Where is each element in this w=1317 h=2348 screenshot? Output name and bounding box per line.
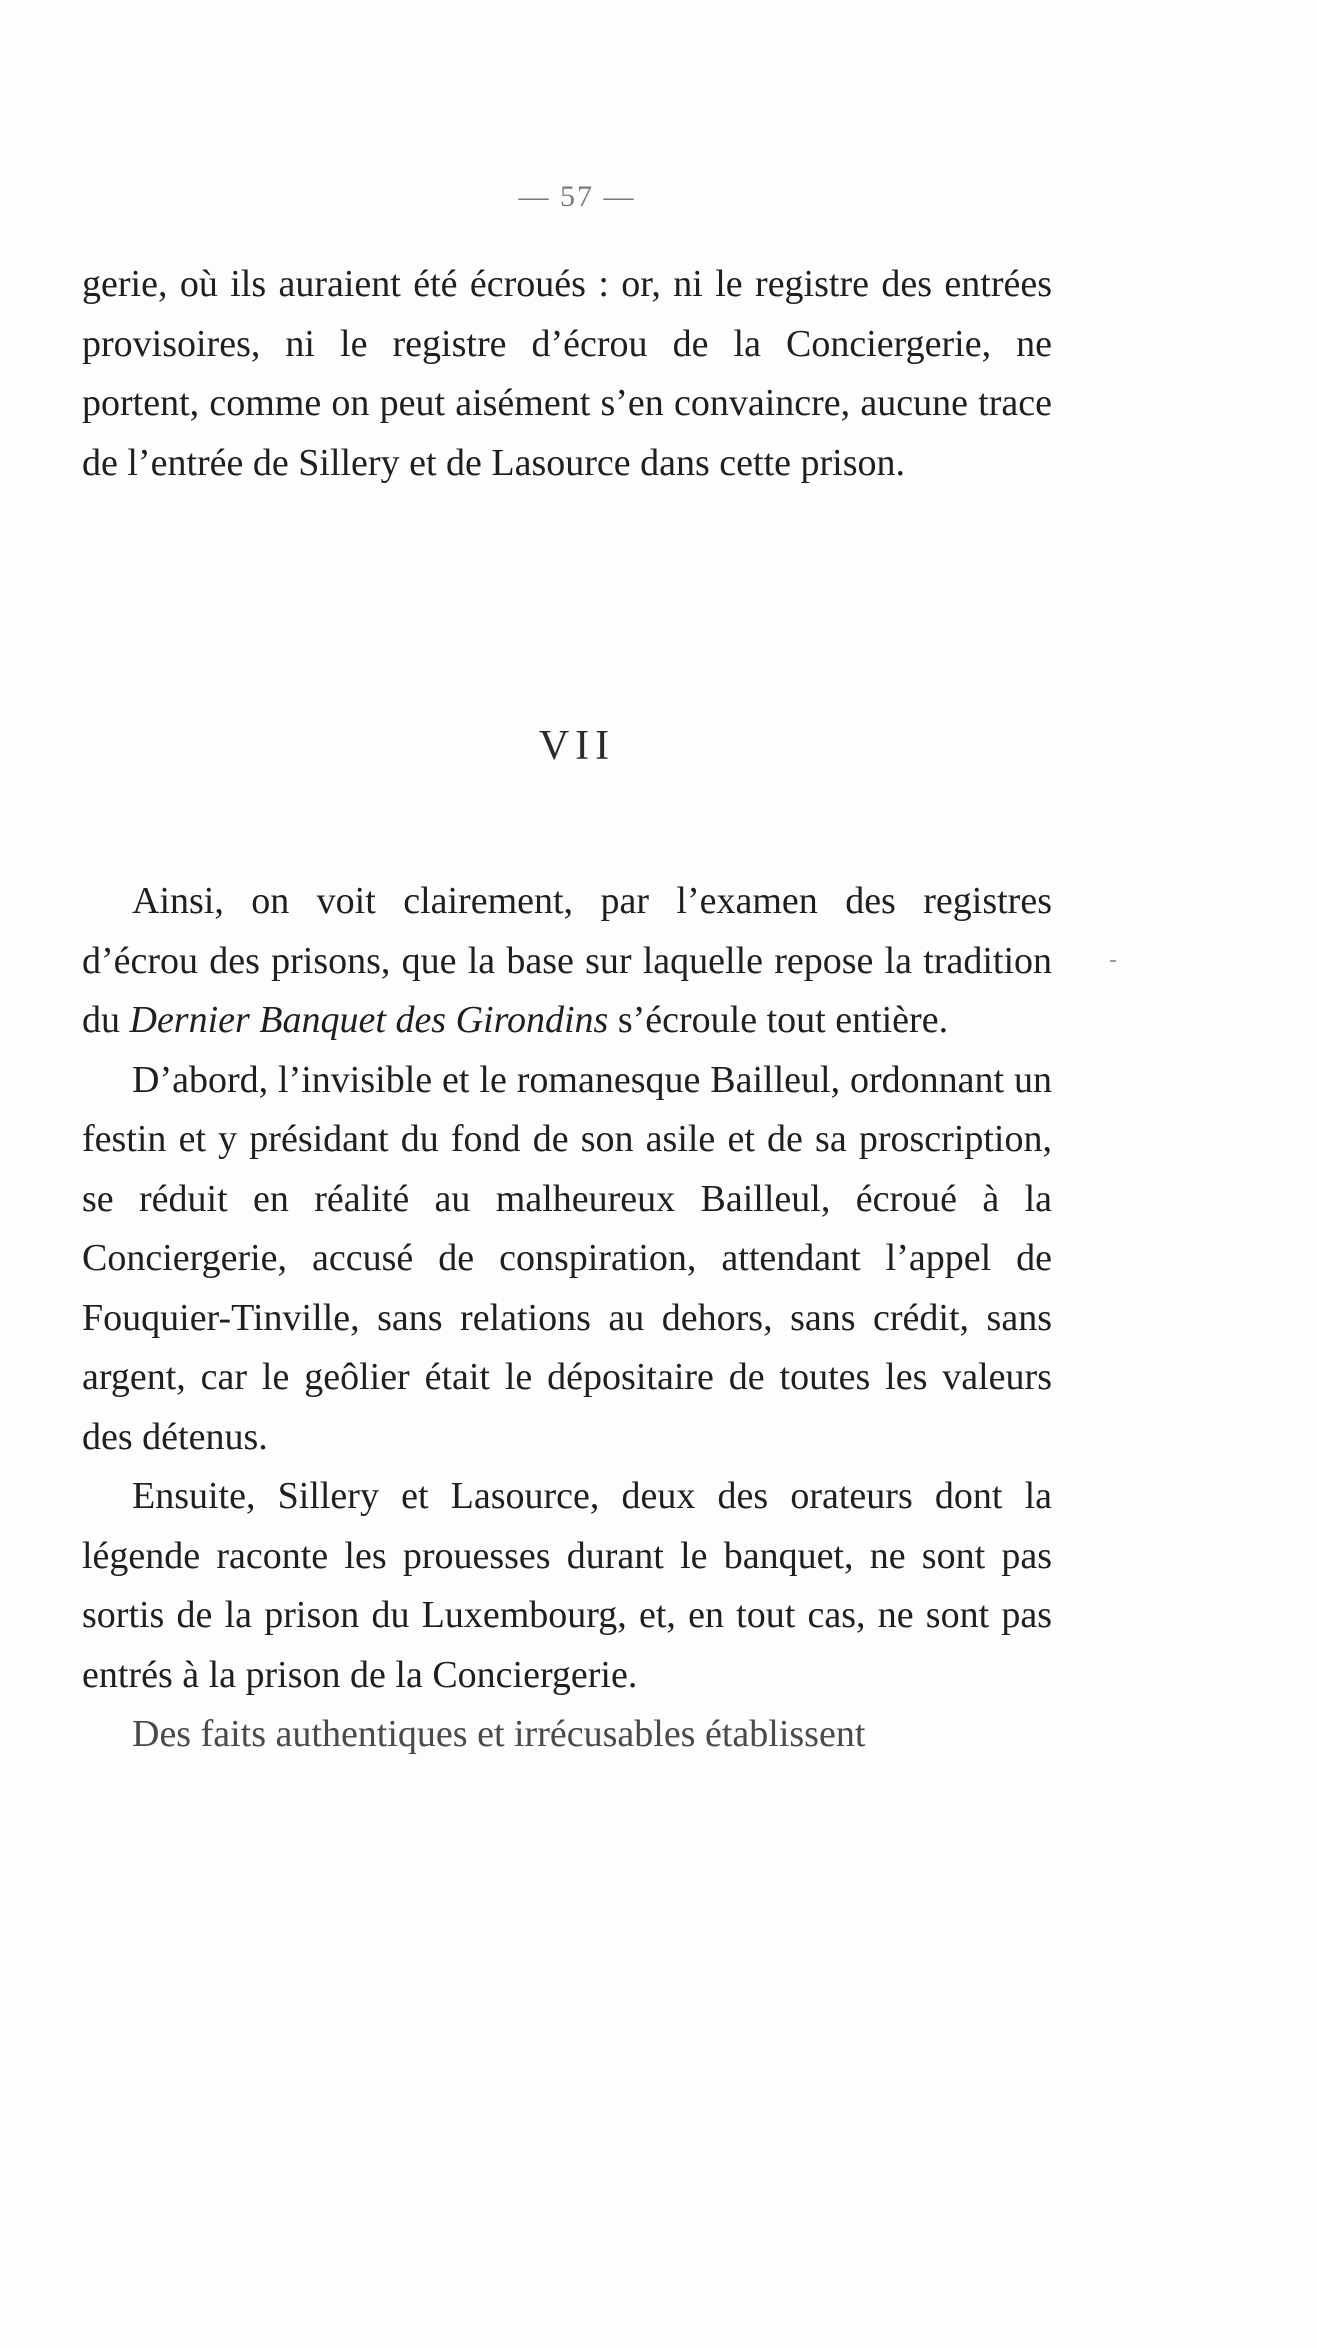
paragraph-4: Des faits authentiques et irrécusables établissent: [132, 1713, 866, 1755]
paragraph-continued-text: gerie, où ils auraient été écroués : or, ni le registre des entrées provisoires, ni le registre d’écrou de la Conciergerie, ne portent, comme on peut aisément s’en convaincre, aucune trace de l’entrée de Sillery et de Lasource dans cette prison.: [82, 263, 1052, 484]
section-heading: VII: [538, 723, 616, 769]
margin-mark: [1110, 960, 1116, 962]
paragraph-2: D’abord, l’invisible et le romanesque Bailleul, ordonnant un festin et y présidant du fond de son asile et de sa proscription, se réduit en réalité au malheureux Bailleul, écroué à la Conciergerie, accusé de conspiration, attendant l’appel de Fouquier-Tinville, sans relations au dehors, sans crédit, sans argent, car le geôlier était le dépositaire de toutes les valeurs des détenus.: [82, 1058, 1052, 1458]
paragraph-1-text-end: s’écroule tout entière.: [608, 999, 949, 1041]
paragraph-1-text-start: Ainsi, on voit clairement, par l’examen des registres d’écrou des prisons, que la base sur laquelle repose la tradition du: [82, 880, 1052, 1041]
paragraph-3: Ensuite, Sillery et Lasource, deux des orateurs dont la légende raconte les prouesses durant le banquet, ne sont pas sortis de la prison du Luxembourg, et, en tout cas, ne sont pas entrés à la prison de la Conciergerie.: [82, 1475, 1052, 1696]
paragraph-1: [82, 872, 1052, 1051]
page-number: — 57 —: [518, 180, 636, 213]
continued-paragraph: [82, 255, 1052, 493]
paragraph-1-italic-title: Dernier Banquet des Girondins: [129, 999, 609, 1041]
section-body: [82, 872, 1052, 1765]
